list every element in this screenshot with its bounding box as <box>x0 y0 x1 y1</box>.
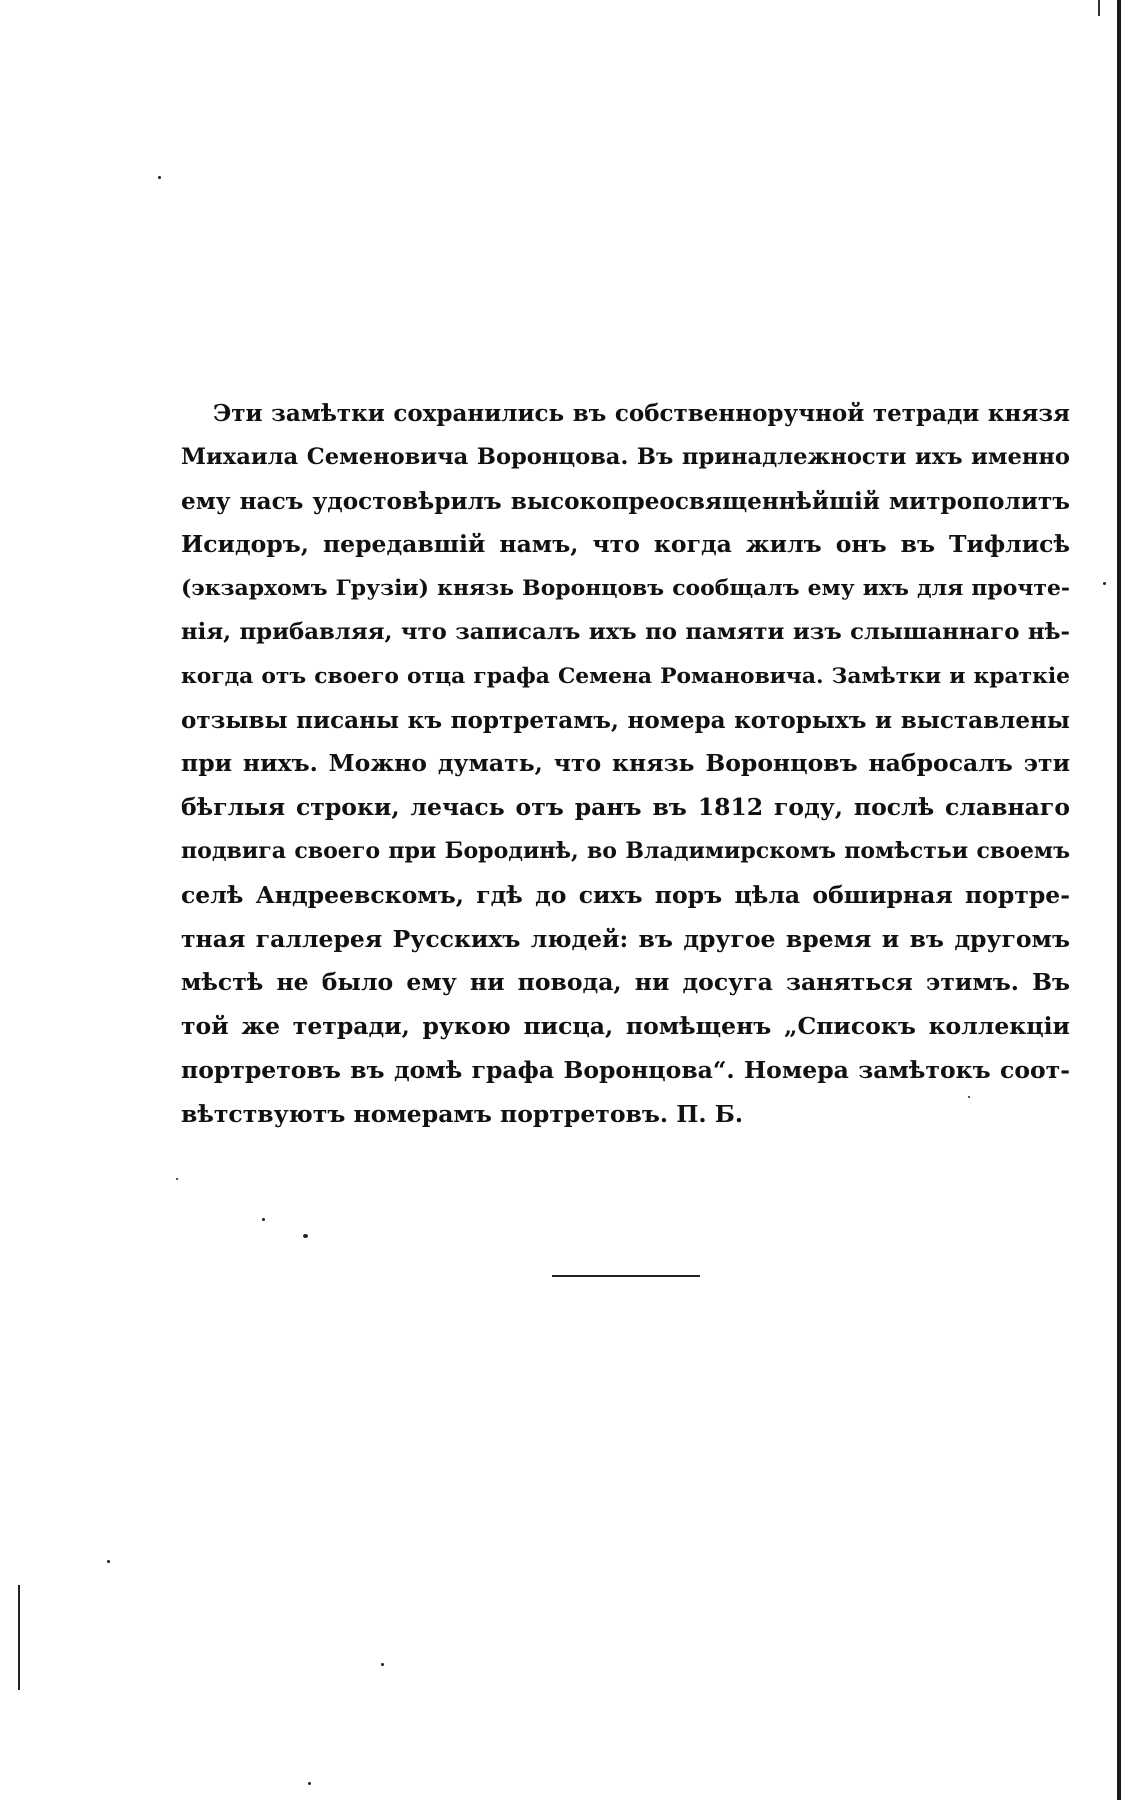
scan-speck <box>176 1178 178 1180</box>
paragraph-line: бѣглыя строки, лечась отъ ранъ въ 1812 году, послѣ славнаго <box>181 793 1070 822</box>
paragraph-line: той же тетради, рукою писца, помѣщенъ „Списокъ коллекціи <box>181 1012 1070 1041</box>
paragraph-line: при нихъ. Можно думать, что князь Воронцовъ набросалъ эти <box>181 749 1070 778</box>
paragraph-line: портретовъ въ домѣ графа Воронцова“. Номера замѣтокъ соот- <box>181 1055 1070 1084</box>
paragraph-line: мѣстѣ не было ему ни повода, ни досуга заняться этимъ. Въ <box>181 968 1070 997</box>
paragraph-line: отзывы писаны къ портретамъ, номера которыхъ и выставлены <box>181 706 1070 734</box>
scan-edge-left <box>18 1585 20 1690</box>
paragraph-line: Исидоръ, передавшій намъ, что когда жилъ онъ въ Тифлисѣ <box>181 530 1070 559</box>
paragraph-line: тная галлерея Русскихъ людей: въ другое время и въ другомъ <box>181 924 1070 953</box>
paragraph-line: нія, прибавляя, что записалъ ихъ по памяти изъ слышаннаго нѣ- <box>181 618 1070 645</box>
scan-speck <box>107 1560 110 1563</box>
paragraph-line: Эти замѣтки сохранились въ собственноручной тетради князя <box>213 400 1070 427</box>
paragraph-line: подвига своего при Бородинѣ, во Владимирскомъ помѣстьи своемъ <box>181 837 1070 864</box>
paragraph-line: (экзархомъ Грузіи) князь Воронцовъ сообщалъ ему ихъ для прочте- <box>181 575 1070 602</box>
scan-speck <box>1103 582 1106 585</box>
paragraph-line-signature: вѣтствуютъ номерамъ портретовъ. П. Б. <box>181 1099 744 1128</box>
paragraph-line: Михаила Семеновича Воронцова. Въ принадлежности ихъ именно <box>181 443 1070 470</box>
section-divider-rule <box>552 1275 700 1277</box>
paragraph-line: ему насъ удостовѣрилъ высокопреосвященнѣйшій митрополитъ <box>181 487 1070 515</box>
editor-note-paragraph <box>181 392 1070 1137</box>
paragraph-line: когда отъ своего отца графа Семена Романовича. Замѣтки и краткіе <box>181 663 1070 689</box>
scan-edge-right <box>1117 0 1121 1800</box>
scan-speck <box>303 1234 308 1238</box>
scan-mark-top <box>1098 0 1100 16</box>
paragraph-line: селѣ Андреевскомъ, гдѣ до сихъ поръ цѣла обширная портре- <box>181 880 1070 909</box>
scan-speck <box>158 176 161 179</box>
scan-speck <box>381 1663 384 1666</box>
scan-speck <box>262 1218 265 1221</box>
scan-speck <box>308 1782 311 1785</box>
